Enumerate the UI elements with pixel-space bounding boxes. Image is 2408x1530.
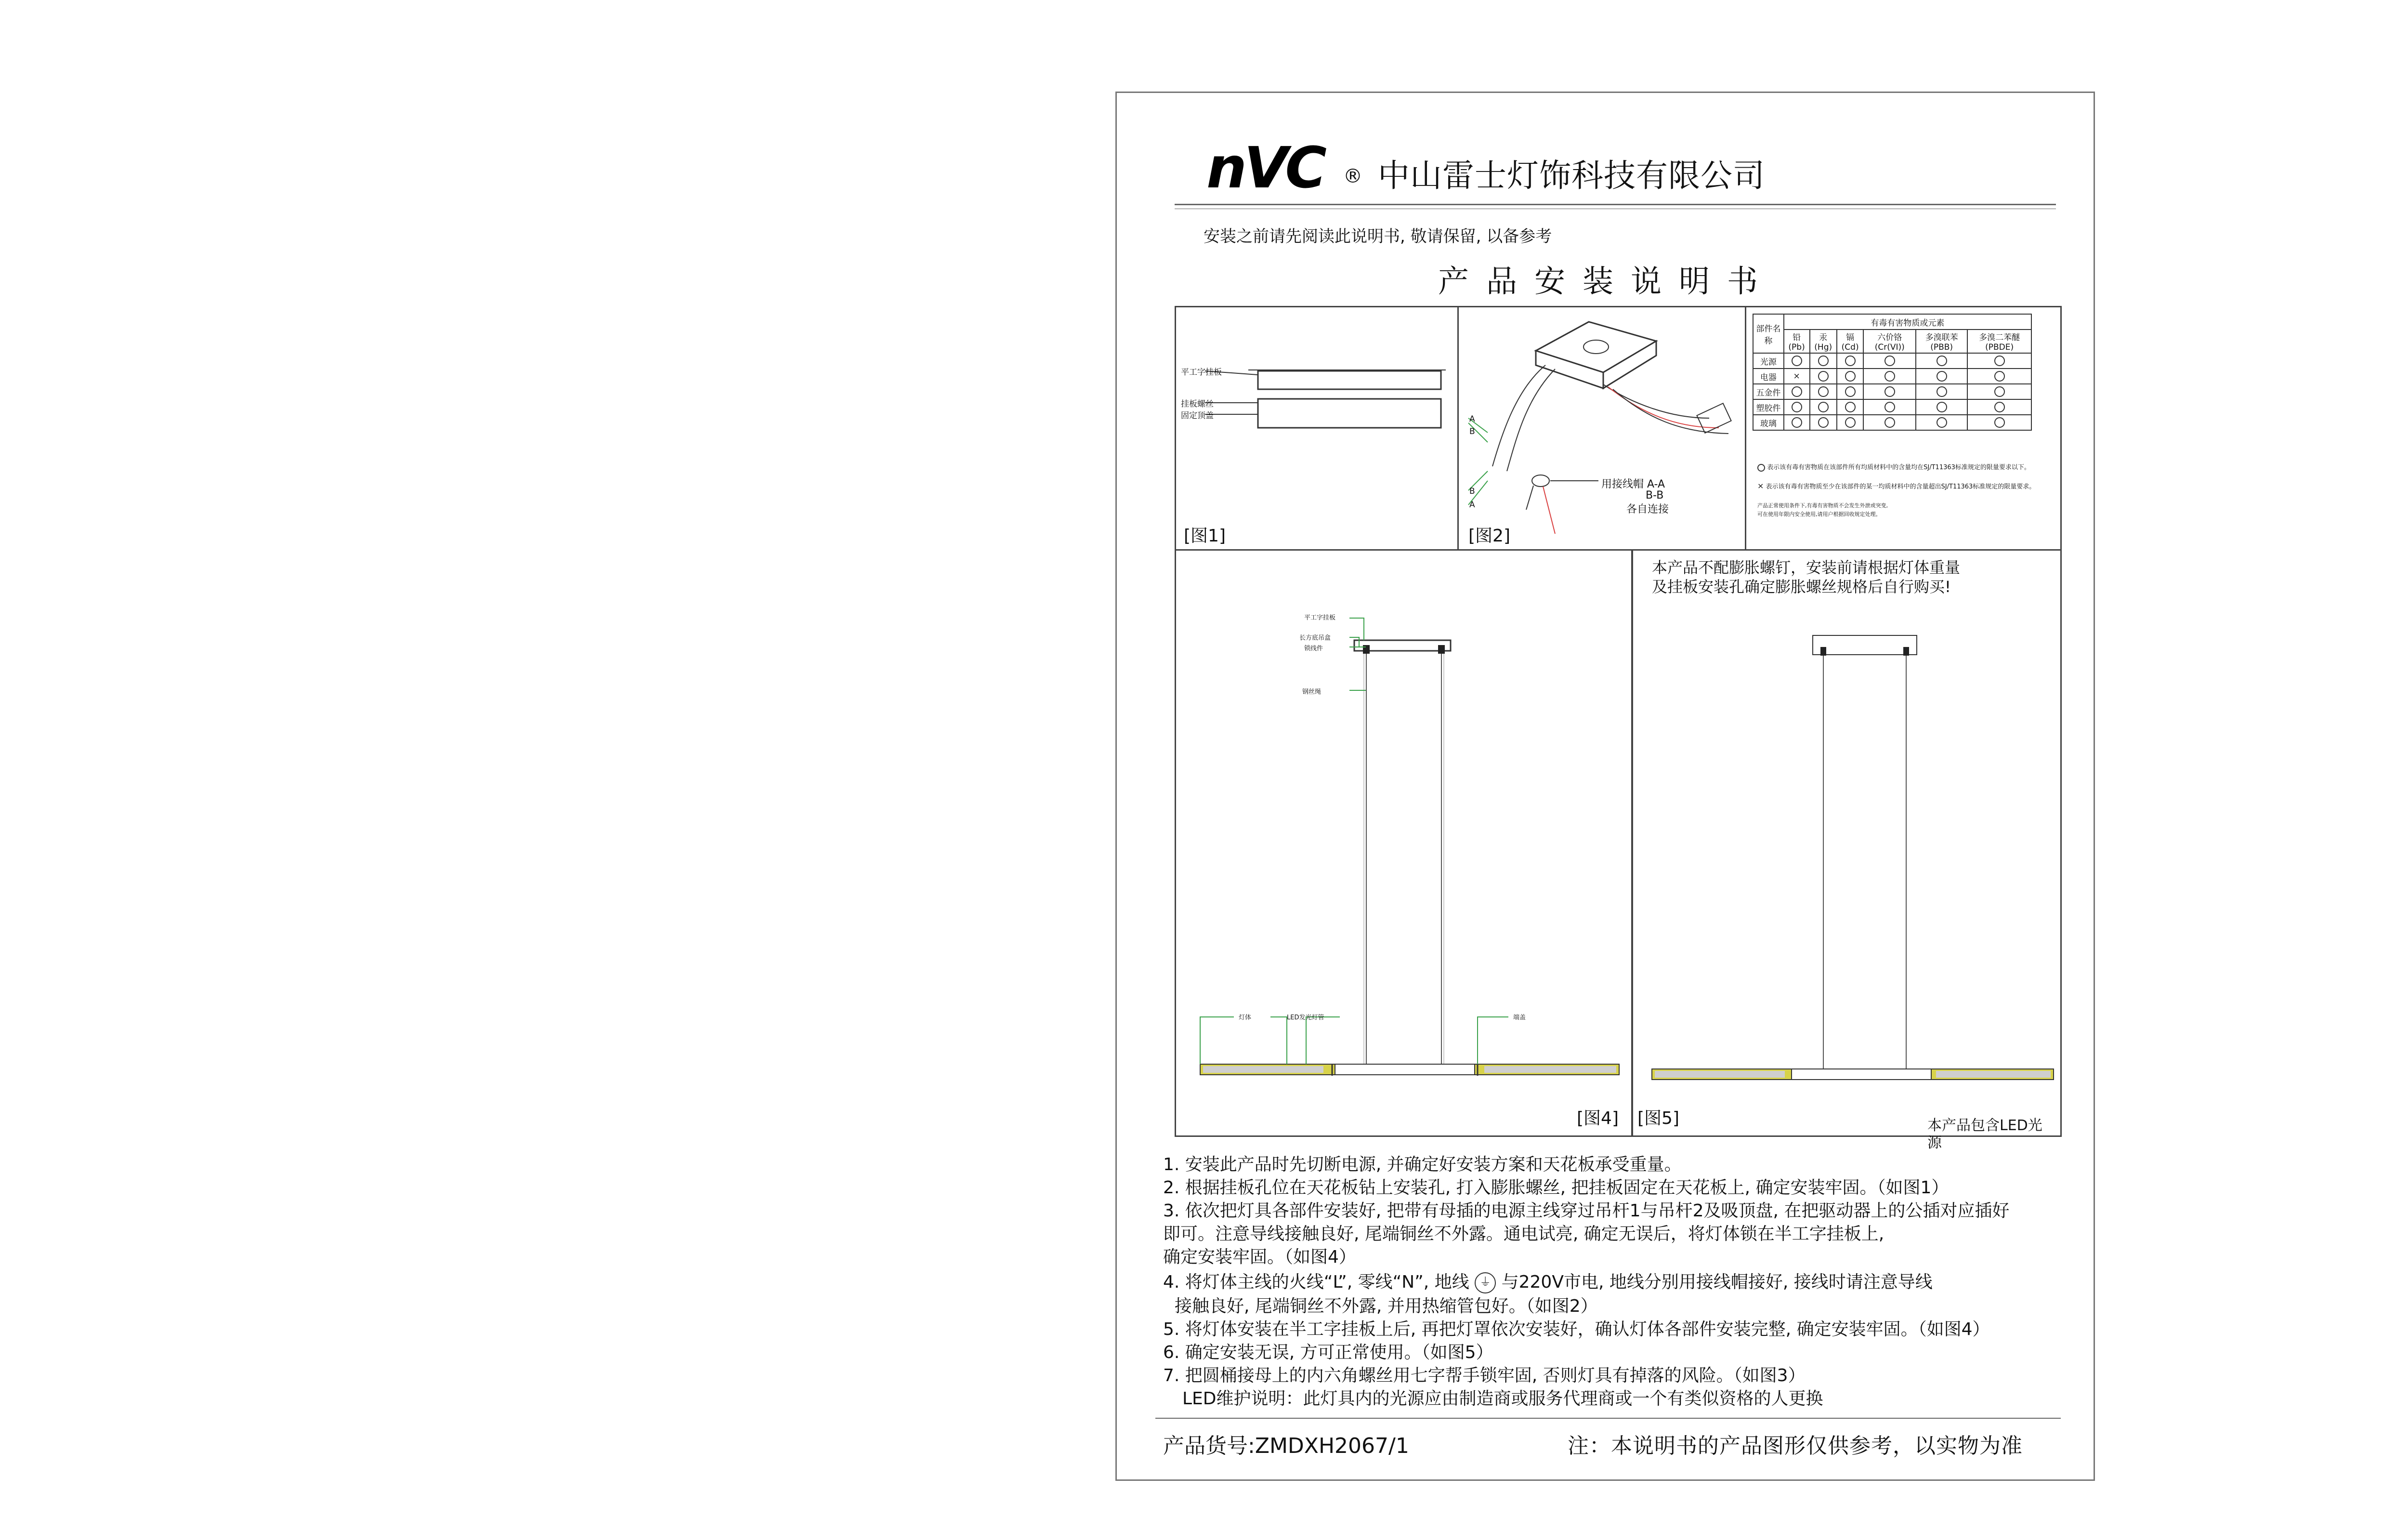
fig2-wire-b: B <box>1469 427 1475 436</box>
within-limit-mark <box>1967 384 2031 399</box>
substance-column-header: 多溴联苯(PBB) <box>1916 330 1967 353</box>
fig2-connector-note: 各自连接 <box>1626 503 1669 515</box>
within-limit-mark <box>1810 353 1837 369</box>
instruction-line: 即可。注意导线接触良好, 尾端铜丝不外露。通电试亮, 确定无误后，将灯体锁在半工字挂板上, <box>1163 1224 1885 1244</box>
instruction-line: 1. 安装此产品时先切断电源, 并确定好安装方案和天花板承受重量。 <box>1163 1155 1682 1174</box>
fig4-part-label: 钢丝绳 <box>1302 688 1322 696</box>
table-row <box>1753 353 2031 369</box>
fig1-part-label: 挂板螺丝 <box>1181 399 1214 409</box>
hazard-note: 表示该有毒有害物质在该部件所有均质材料中的含量均在SJ/T11363标准规定的限量要求以下。 <box>1757 462 2030 472</box>
substance-column-header: 镉(Cd) <box>1837 330 1863 353</box>
within-limit-mark <box>1916 353 1967 369</box>
within-limit-mark <box>1837 353 1863 369</box>
within-limit-mark <box>1916 415 1967 430</box>
part-name: 电器 <box>1753 369 1784 384</box>
part-name: 玻璃 <box>1753 415 1784 430</box>
fig4-part-label: 平工字挂板 <box>1304 614 1336 621</box>
part-name: 五金件 <box>1753 384 1784 399</box>
substance-column-header: 六价铬(Cr(VI)) <box>1863 330 1916 353</box>
substance-column-header: 铅(Pb) <box>1784 330 1810 353</box>
fig4-part-label: 锁线件 <box>1304 645 1323 652</box>
nvc-logo <box>1206 134 1351 201</box>
fig2-wire-b-lower: B <box>1469 487 1475 496</box>
part-name: 光源 <box>1753 353 1784 369</box>
within-limit-mark <box>1967 369 2031 384</box>
instruction-line: 接触良好, 尾端铜丝不外露, 并用热缩管包好。（如图2） <box>1175 1296 1598 1316</box>
hazard-note: 可在使用年限内安全使用,请用户根据回收规定处理。 <box>1757 511 1881 517</box>
table-caption: 有毒有害物质或元素 <box>1784 314 2031 330</box>
fig2-wire-a: A <box>1469 414 1475 424</box>
ground-symbol-icon: ⏚ <box>1475 1272 1496 1293</box>
within-limit-mark <box>1863 369 1916 384</box>
svg-text:nVC: nVC <box>1206 134 1324 201</box>
instruction-sheet <box>1115 92 2095 1481</box>
figure-1-drawing <box>1176 307 1460 552</box>
part-name: 塑胶件 <box>1753 399 1784 415</box>
figure-4-drawing <box>1176 551 1635 1138</box>
within-limit-mark <box>1784 415 1810 430</box>
figure-5-drawing <box>1633 551 2063 1138</box>
hazard-note: 产品正常使用条件下,有毒有害物质不会发生外泄或突变, <box>1757 502 1888 509</box>
figure-2-box <box>1457 306 1746 551</box>
within-limit-mark <box>1837 384 1863 399</box>
fig4-part-label: 灯体 <box>1239 1014 1252 1021</box>
figure-2-drawing <box>1459 307 1748 552</box>
company-name: 中山雷士灯饰科技有限公司 <box>1378 157 1765 194</box>
figure-1-label: [图1] <box>1184 526 1226 546</box>
led-source-note: 源 <box>1927 1134 1942 1151</box>
hazard-note: × 表示该有毒有害物质至少在该部件的某一均质材料中的含量超出SJ/T11363标准规定的限量要求。 <box>1757 481 2036 490</box>
within-limit-mark <box>1916 399 1967 415</box>
fig4-part-label: 端盖 <box>1513 1014 1526 1021</box>
within-limit-mark <box>1810 384 1837 399</box>
expansion-screw-warning: 本产品不配膨胀螺钉，安装前请根据灯体重量 <box>1652 558 1961 577</box>
within-limit-mark <box>1916 384 1967 399</box>
instruction-line: 2. 根据挂板孔位在天花板钻上安装孔, 打入膨胀螺丝, 把挂板固定在天花板上, 确定安装牢固。（如图1） <box>1163 1178 1949 1198</box>
within-limit-mark <box>1784 353 1810 369</box>
within-limit-mark <box>1967 399 2031 415</box>
instruction-line: 5. 将灯体安装在半工字挂板上后, 再把灯罩依次安装好，确认灯体各部件安装完整, 确定安装牢固。（如图4） <box>1163 1319 1990 1339</box>
within-limit-mark <box>1784 384 1810 399</box>
within-limit-mark <box>1810 369 1837 384</box>
within-limit-mark <box>1810 399 1837 415</box>
fig2-connector-note: B-B <box>1646 489 1664 501</box>
product-code: 产品货号:ZMDXH2067/1 <box>1163 1434 1409 1458</box>
hazardous-substances-table <box>1753 314 2032 431</box>
fig4-part-label: LED发光灯管 <box>1287 1014 1324 1021</box>
substance-column-header: 汞(Hg) <box>1810 330 1837 353</box>
disclaimer: 注：本说明书的产品图形仅供参考，以实物为准 <box>1568 1434 2023 1458</box>
led-source-note: 本产品包含LED光 <box>1927 1117 2042 1134</box>
footer-rule <box>1155 1418 2061 1419</box>
within-limit-mark <box>1863 415 1916 430</box>
table-row <box>1753 369 2031 384</box>
within-limit-mark <box>1837 399 1863 415</box>
substance-column-header: 多溴二苯醚(PBDE) <box>1967 330 2031 353</box>
instruction-line: 4. 将灯体主线的火线“L”, 零线“N”, 地线 ⏚ 与220V市电, 地线分别用接线帽接好, 接线时请注意导线 <box>1163 1268 1933 1293</box>
document-title: 产品安装说明书 <box>1438 264 1775 300</box>
table-row <box>1753 415 2031 430</box>
figure-1-box <box>1175 306 1459 551</box>
figure-5-box <box>1631 549 2062 1151</box>
led-maintenance-note: LED维护说明：此灯具内的光源应由制造商或服务代理商或一个有类似资格的人更换 <box>1182 1389 1823 1409</box>
header-rule <box>1175 204 2056 205</box>
within-limit-mark <box>1837 369 1863 384</box>
within-limit-mark <box>1784 399 1810 415</box>
within-limit-mark <box>1967 415 2031 430</box>
registered-mark: ® <box>1343 165 1362 187</box>
instruction-line: 确定安装牢固。（如图4） <box>1163 1247 1356 1267</box>
fig2-connector-note: 用接线帽 A-A <box>1601 478 1665 490</box>
within-limit-mark <box>1916 369 1967 384</box>
within-limit-mark <box>1863 399 1916 415</box>
exceeds-limit-mark: × <box>1784 369 1810 384</box>
fig2-wire-a-lower: A <box>1469 500 1475 510</box>
within-limit-mark <box>1837 415 1863 430</box>
figure-4-box <box>1175 549 1633 1137</box>
fig4-part-label: 长方底吊盒 <box>1299 634 1331 642</box>
within-limit-mark <box>1863 384 1916 399</box>
fig1-part-label: 平工字挂板 <box>1181 368 1222 377</box>
table-row <box>1753 399 2031 415</box>
instruction-line: 7. 把圆桶接母上的内六角螺丝用七字帮手锁牢固, 否则灯具有掉落的风险。（如图3） <box>1163 1366 1806 1385</box>
figure-5-label: [图5] <box>1637 1108 1679 1128</box>
instruction-line: 6. 确定安装无误, 方可正常使用。（如图5） <box>1163 1343 1493 1362</box>
instruction-line: 3. 依次把灯具各部件安装好, 把带有母插的电源主线穿过吊杆1与吊杆2及吸顶盘, 在把驱动器上的公插对应插好 <box>1163 1201 2010 1221</box>
within-limit-mark <box>1863 353 1916 369</box>
figure-4-label: [图4] <box>1577 1108 1619 1128</box>
part-name-header: 部件名称 <box>1753 314 1784 353</box>
table-row <box>1753 384 2031 399</box>
figure-2-label: [图2] <box>1468 526 1510 546</box>
read-before-install-note: 安装之前请先阅读此说明书, 敬请保留, 以备参考 <box>1204 227 1552 246</box>
expansion-screw-warning: 及挂板安装孔确定膨胀螺丝规格后自行购买! <box>1652 578 1951 596</box>
within-limit-mark <box>1967 353 2031 369</box>
within-limit-mark <box>1810 415 1837 430</box>
fig1-part-label: 固定顶盖 <box>1181 411 1214 421</box>
